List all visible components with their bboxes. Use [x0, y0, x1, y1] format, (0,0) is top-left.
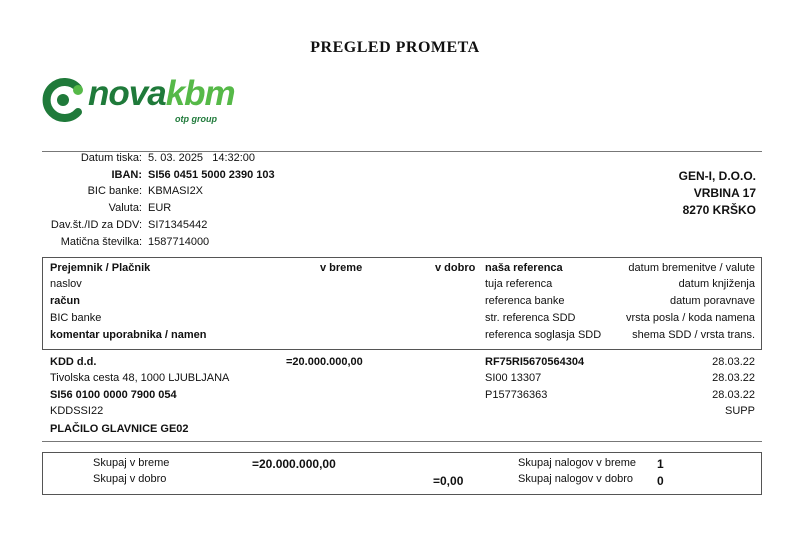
col-referenca-soglasja: referenca soglasja SDD — [485, 329, 602, 341]
col-datum-poravnave: datum poravnave — [670, 295, 755, 307]
summary-nalogov-dobro-label: Skupaj nalogov v dobro — [518, 473, 633, 485]
col-v-breme: v breme — [320, 262, 363, 274]
ddv-value: SI71345442 — [148, 219, 208, 231]
tx-name: KDD d.d. — [50, 356, 97, 368]
col-str-referenca: str. referenca SDD — [485, 312, 576, 324]
col-datum-knjizenja: datum knjiženja — [678, 278, 755, 290]
logo-subtitle: otp group — [175, 114, 217, 124]
maticna-value: 1587714000 — [148, 236, 210, 248]
maticna-label: Matična številka: — [60, 236, 142, 248]
nova-kbm-logo — [40, 72, 270, 132]
col-referenca-banke: referenca banke — [485, 295, 565, 307]
col-prejemnik: Prejemnik / Plačnik — [50, 262, 151, 274]
summary-breme-label: Skupaj v breme — [93, 457, 170, 469]
col-nasa-referenca: naša referenca — [485, 262, 563, 274]
company-name: GEN-I, D.O.O. — [678, 169, 756, 183]
tx-tuja-referenca: SI00 13307 — [485, 372, 542, 384]
col-datum-bremenitve: datum bremenitve / valute — [628, 262, 755, 274]
tx-date-3: 28.03.22 — [712, 389, 755, 401]
divider-bottom — [42, 441, 762, 442]
page-title: PREGLED PROMETA — [310, 39, 480, 56]
tx-referenca-banke: P157736363 — [485, 389, 548, 401]
col-komentar: komentar uporabnika / namen — [50, 329, 207, 341]
tx-code: SUPP — [725, 405, 755, 417]
iban-label: IBAN: — [111, 169, 142, 181]
summary-dobro-value: =0,00 — [433, 474, 464, 488]
col-shema-sdd: shema SDD / vrsta trans. — [632, 329, 755, 341]
tx-v-breme: =20.000.000,00 — [286, 356, 363, 368]
col-bic-banke: BIC banke — [50, 312, 102, 324]
tx-date-1: 28.03.22 — [712, 356, 755, 368]
tx-date-2: 28.03.22 — [712, 372, 755, 384]
col-naslov: naslov — [50, 278, 82, 290]
logo-wordmark — [88, 74, 235, 114]
valuta-label: Valuta: — [108, 202, 142, 214]
iban-value: SI56 0451 5000 2390 103 — [148, 169, 275, 181]
datum-tiska-label: Datum tiska: — [80, 152, 142, 164]
valuta-value: EUR — [148, 202, 172, 214]
company-city: 8270 KRŠKO — [682, 203, 756, 217]
ddv-label: Dav.št./ID za DDV: — [50, 219, 142, 231]
col-vrsta-posla: vrsta posla / koda namena — [625, 312, 755, 324]
tx-account: SI56 0100 0000 7900 054 — [50, 389, 177, 401]
logo-word-nova: nova — [88, 74, 166, 113]
col-v-dobro: v dobro — [435, 262, 476, 274]
summary-breme-value: =20.000.000,00 — [252, 457, 336, 471]
bic-label: BIC banke: — [87, 185, 142, 197]
summary-nalogov-breme-value: 1 — [657, 457, 664, 471]
bic-value: KBMASI2X — [148, 185, 204, 197]
summary-nalogov-breme-label: Skupaj nalogov v breme — [518, 457, 637, 469]
summary-nalogov-dobro-value: 0 — [657, 474, 664, 488]
tx-bic: KDDSSI22 — [50, 405, 104, 417]
logo-mark-icon — [40, 78, 86, 122]
datum-tiska-value: 5. 03. 2025 14:32:00 — [148, 152, 256, 164]
logo-word-kbm: kbm — [165, 74, 235, 113]
tx-purpose: PLAČILO GLAVNICE GE02 — [50, 423, 189, 435]
col-tuja-referenca: tuja referenca — [485, 278, 553, 290]
tx-nasa-referenca: RF75RI5670564304 — [485, 356, 585, 368]
company-street: VRBINA 17 — [693, 186, 756, 200]
col-racun: račun — [50, 295, 80, 307]
summary-dobro-label: Skupaj v dobro — [93, 473, 167, 485]
tx-address: Tivolska cesta 48, 1000 LJUBLJANA — [50, 372, 230, 384]
